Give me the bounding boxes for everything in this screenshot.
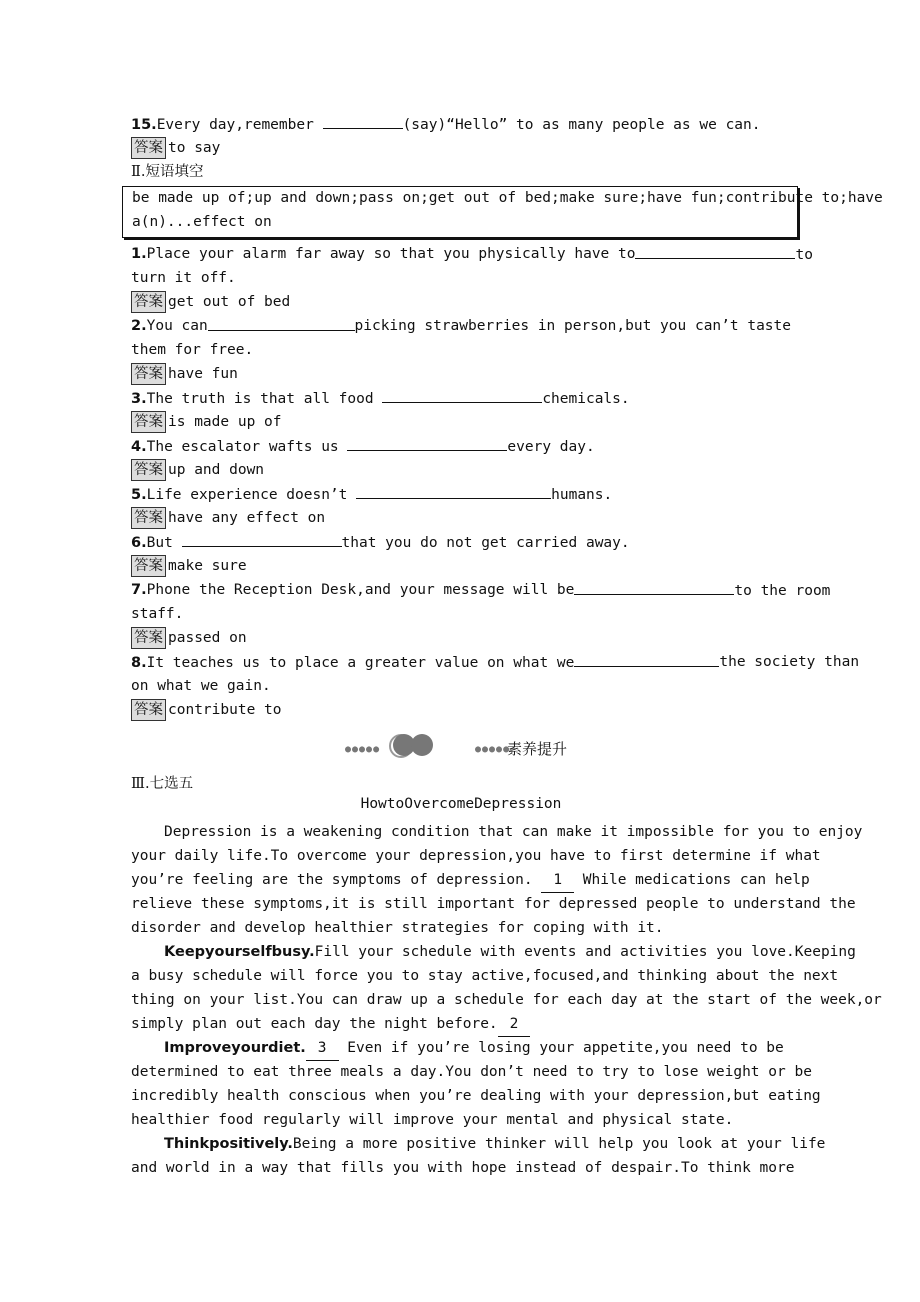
gap-blank-3[interactable]: 3 — [306, 1036, 339, 1061]
question-6: 6.But that you do not get carried away. — [131, 530, 791, 555]
phrase-list-line-1: be made up of;up and down;pass on;get out of bed;make sure;have fun;contribute to;have — [132, 190, 883, 206]
subheading: Thinkpositively. — [164, 1136, 293, 1152]
answer-7: 答案 passed on — [131, 626, 791, 650]
passage-line: your daily life.To overcome your depression,you have to first determine if what — [131, 848, 821, 864]
passage-line: thing on your list.You can draw up a schedule for each day at the start of the week,or — [131, 992, 882, 1008]
passage-line: Improveyourdiet. 3 Even if you’re losing your appetite,you need to be — [131, 1036, 824, 1061]
question-8-cont: on what we gain. — [131, 678, 271, 694]
section-3-title: Ⅲ.七选五 — [131, 776, 194, 792]
dots-decoration: ●●●●● — [345, 744, 381, 755]
answer-blank[interactable] — [208, 314, 355, 331]
question-2-cont: them for free. — [131, 342, 254, 358]
answer-5: 答案 have any effect on — [131, 506, 791, 530]
gap-blank-2[interactable]: 2 — [498, 1012, 531, 1037]
question-1: 1.Place your alarm far away so that you physically have to to — [131, 242, 791, 267]
answer-blank[interactable] — [635, 242, 795, 259]
passage-line: determined to eat three meals a day.You don’t need to try to lose weight or be — [131, 1064, 812, 1080]
passage-line: Thinkpositively.Being a more positive thinker will help you look at your life — [164, 1136, 826, 1152]
phrase-box — [122, 186, 883, 238]
passage-title: HowtoOvercomeDepression — [360, 796, 562, 812]
question-8: 8.It teaches us to place a greater value on what we the society than — [131, 650, 791, 675]
question-7: 7.Phone the Reception Desk,and your message will be to the room — [131, 578, 791, 603]
question-3: 3.The truth is that all food chemicals. — [131, 386, 791, 411]
question-5: 5.Life experience doesn’t humans. — [131, 482, 791, 507]
question-7-cont: staff. — [131, 606, 184, 622]
section-2-title: Ⅱ.短语填空 — [131, 164, 204, 180]
passage-line: a busy schedule will force you to stay active,focused,and thinking about the next — [131, 968, 839, 984]
answer-2: 答案 have fun — [131, 362, 791, 386]
answer-4: 答案 up and down — [131, 458, 791, 482]
circle-icon — [411, 734, 433, 756]
answer-tag: 答案 — [131, 137, 166, 159]
answer-blank[interactable] — [182, 530, 342, 547]
gap-blank-1[interactable]: 1 — [541, 868, 574, 893]
divider-label: 素养提升 — [507, 740, 568, 758]
answer-1: 答案 get out of bed — [131, 290, 791, 314]
passage-line: relieve these symptoms,it is still important for depressed people to understand the — [131, 896, 856, 912]
question-4: 4.The escalator wafts us every day. — [131, 434, 791, 459]
passage-line: disorder and develop healthier strategies for coping with it. — [131, 920, 664, 936]
passage-line: you’re feeling are the symptoms of depression. 1 While medications can help — [131, 868, 791, 893]
section-divider — [345, 732, 605, 762]
passage-line: Depression is a weakening condition that can make it impossible for you to enjoy — [164, 824, 863, 840]
answer-3: 答案 is made up of — [131, 410, 791, 434]
passage-line: simply plan out each day the night before. 2 — [131, 1012, 791, 1037]
answer-blank[interactable] — [356, 482, 551, 499]
answer-blank[interactable] — [574, 650, 719, 667]
passage-line: Keepyourselfbusy.Fill your schedule with events and activities you love.Keeping — [164, 944, 856, 960]
question-2: 2.You can picking strawberries in person,but you can’t taste — [131, 314, 791, 338]
passage-line: incredibly health conscious when you’re dealing with your depression,but eating — [131, 1088, 821, 1104]
answer-8: 答案 contribute to — [131, 698, 791, 722]
subheading: Improveyourdiet. — [164, 1040, 306, 1056]
answer-15: 答案 to say — [131, 136, 791, 160]
question-1-cont: turn it off. — [131, 270, 236, 286]
subheading: Keepyourselfbusy. — [164, 944, 315, 960]
answer-blank[interactable] — [574, 578, 734, 595]
passage-line: and world in a way that fills you with hope instead of despair.To think more — [131, 1160, 795, 1176]
answer-blank[interactable] — [382, 386, 542, 403]
question-15: 15.Every day,remember (say)“Hello” to as many people as we can. — [131, 112, 791, 137]
phrase-list-line-2: a(n)...effect on — [132, 214, 272, 230]
answer-6: 答案 make sure — [131, 554, 791, 578]
answer-blank[interactable] — [347, 434, 507, 451]
answer-blank[interactable] — [323, 112, 403, 129]
passage-line: healthier food regularly will improve your mental and physical state. — [131, 1112, 734, 1128]
dots-decoration: ●●●●● — [475, 744, 511, 755]
